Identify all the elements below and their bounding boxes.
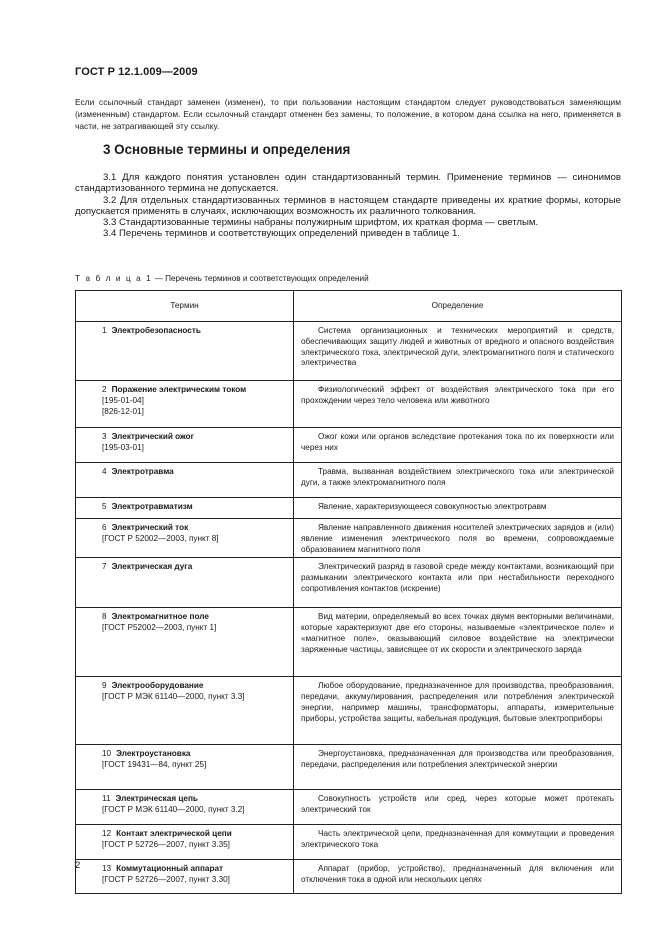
table-row [76,428,622,463]
intro-paragraph [75,96,621,132]
table-row [76,677,622,745]
definition-cell: Аппарат (прибор, устройство), предназначенный для включения или отключения тока в одной или нескольких цепях [294,860,622,894]
term-reference: [ГОСТ Р 52002—2003, пункт 8] [102,533,219,543]
table-row [76,790,622,825]
terms-table [75,290,622,894]
definition-cell: Ожог кожи или органов вследствие протекания тока по их поверхности или через них [294,428,622,463]
term-cell [76,825,294,860]
definition-cell: Любое оборудование, предназначенное для производства, преобразования, передачи, аккумулирования, распределения или потребления электрической энергии, например машины, трансформаторы, аппараты, измерительные приборы, устройства защиты, кабельная продукция, бытовые электроприборы [294,677,622,745]
term-name: 7 Электрическая дуга [102,562,193,572]
document-code: ГОСТ Р 12.1.009—2009 [75,66,198,78]
table-row [76,745,622,790]
section-title: 3 Основные термины и определения [103,142,351,157]
definition-cell: Явление направленного движения носителей электрических зарядов и (или) явление изменения электрического поля во времени, сопровождаемые образованием магнитного поля [294,519,622,558]
definition-cell: Травма, вызванная воздействием электрического тока или электрической дуги, а также электромагнитного поля [294,463,622,498]
table-row [76,558,622,608]
definition-cell: Совокупность устройств или сред, через которые может протекать электрический ток [294,790,622,825]
term-name: 12 Контакт электрической цепи [102,829,232,839]
term-reference: [195-03-01] [102,442,144,452]
table-row [76,463,622,498]
term-cell [76,677,294,745]
term-reference: [195-01-04] [102,395,144,405]
header-term: Термин [76,291,294,322]
table-header-row [76,291,622,322]
table-caption [75,274,369,283]
term-reference: [ГОСТ Р МЭК 61140—2000, пункт 3.3] [102,692,245,702]
term-name: 1 Электробезопасность [102,326,201,335]
paragraph-3-1: 3.1 Для каждого понятия установлен один стандартизованный термин. Применение терминов — синонимов стандартизованного термина не допускается. [75,172,621,195]
term-name: 5 Электротравматизм [102,502,193,511]
table-row [76,381,622,428]
term-name: 11 Электрическая цепь [102,794,198,804]
term-cell [76,428,294,463]
table-caption-text: — Перечень терминов и соответствующих определений [152,274,369,283]
term-cell [76,745,294,790]
term-name: 6 Электрический ток [102,523,189,532]
paragraph-3-3: 3.3 Стандартизованные термины набраны полужирным шрифтом, их краткая форма — светлым. [103,217,539,229]
definition-cell: Явление, характеризующееся совокупностью электротравм [294,498,622,519]
definition-cell: Физиологический эффект от воздействия электрического тока при его прохождении через тело человека или животного [294,381,622,428]
term-reference: [ГОСТ Р МЭК 61140—2000, пункт 3.2] [102,805,245,815]
term-name: 10 Электроустановка [102,749,191,759]
page-number: 2 [75,860,81,871]
section-paragraphs [75,172,621,240]
term-cell [76,790,294,825]
table-row [76,498,622,519]
definition-cell: Вид материи, определяемый во всех точках двумя векторными величинами, которые характеризуют две его стороны, называемые «электрическое поле» и «магнитное поле», оказывающий силовое воздействие на электрически заряженные частицы, зависящее от их скорости и электрического заряда [294,608,622,677]
term-name: 8 Электромагнитное поле [102,612,209,622]
term-cell [76,322,294,381]
definition-cell: Электрический разряд в газовой среде между контактами, возникающий при размыкании электрического контакта или при нестабильности переходного сопротивления контактов (искрение) [294,558,622,608]
table-row [76,608,622,677]
definition-cell: Энергоустановка, предназначенная для производства или преобразования, передачи, распределения или потребления электрической энергии [294,745,622,790]
term-reference: [ГОСТ 19431—84, пункт 25] [102,760,207,770]
term-cell [76,498,294,519]
term-name: 3 Электрический ожог [102,432,195,441]
table-row [76,825,622,860]
definition-cell: Система организационных и технических мероприятий и средств, обеспечивающих защиту людей и животных от вредного и опасного воздействия электрического тока, электрической дуги, электромагнитного поля и статического электричества [294,322,622,381]
term-cell [76,463,294,498]
term-cell [76,519,294,558]
definition-cell: Часть электрической цепи, предназначенная для коммутации и проведения электрического тока [294,825,622,860]
table-row [76,519,622,558]
term-cell [76,381,294,428]
term-cell [76,558,294,608]
term-name: 13 Коммутационный аппарат [102,864,224,874]
term-reference: [ГОСТ Р 52726—2007, пункт 3.30] [102,875,230,885]
term-name: 2 Поражение электрическим током [102,385,247,394]
term-reference: [ГОСТ Р52002—2003, пункт 1] [102,623,217,633]
term-cell [76,608,294,677]
intro-text: Если ссылочный стандарт заменен (изменен), то при пользовании настоящим стандартом следует руководствоваться заменяющим (измененным) стандартом. Если ссылочный стандарт отменен без замены, то положение, в котором дана ссылка на него, применяется в части, не затрагивающей эту ссылку. [75,97,621,132]
term-reference: [826-12-01] [102,406,144,416]
table-row [76,322,622,381]
paragraph-3-2: 3.2 Для отдельных стандартизованных терминов в настоящем стандарте приведены их краткие формы, которые допускается применять в случаях, исключающих возможность их различного толкования. [75,194,621,217]
header-definition: Определение [294,291,622,322]
term-reference: [ГОСТ Р 52726—2007, пункт 3.35] [102,840,230,850]
term-name: 9 Электрооборудование [102,681,204,691]
term-cell [76,860,294,894]
paragraph-3-4: 3.4 Перечень терминов и соответствующих определений приведен в таблице 1. [103,228,460,240]
table-caption-label: Т а б л и ц а 1 [75,274,153,283]
term-name: 4 Электротравма [102,467,174,476]
table-row [76,860,622,894]
